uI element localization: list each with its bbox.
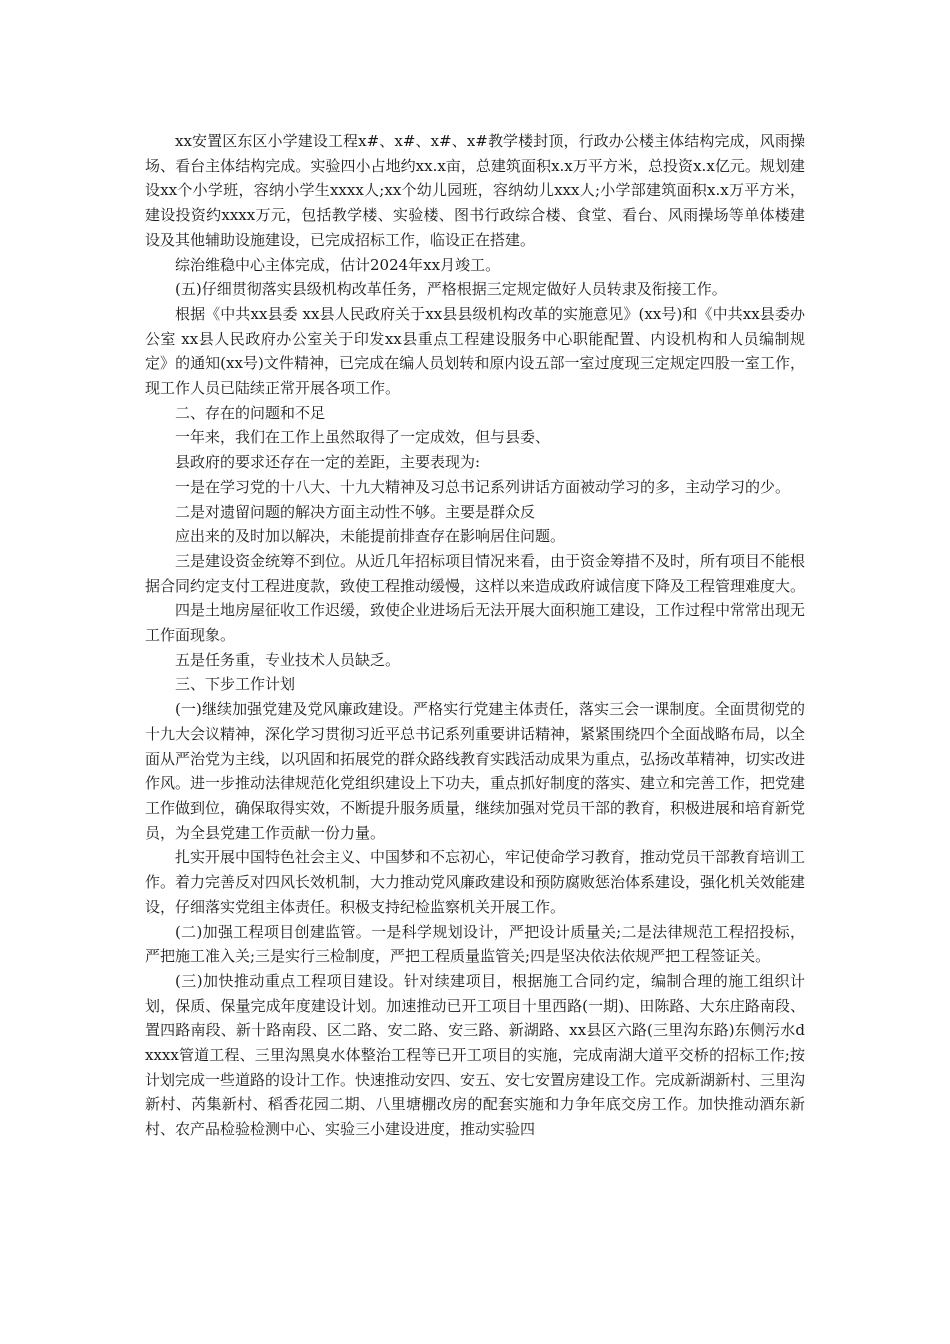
paragraph: (五)仔细贯彻落实县级机构改革任务，严格根据三定规定做好人员转隶及衔接工作。: [175, 280, 727, 299]
paragraph: 一年来，我们在工作上虽然取得了一定成效，但与县委、: [175, 428, 551, 447]
paragraph: 五是任务重，专业技术人员缺乏。: [175, 650, 401, 669]
paragraph: 三是建设资金统筹不到位。从近几年招标项目情况来看，由于资金筹措不及时，所有项目不能根据合同约定支付工程进度款，致使工程推动缓慢，这样以来造成政府诚信度下降及工程管理难度大。: [145, 551, 806, 595]
paragraph: 扎实开展中国特色社会主义、中国梦和不忘初心，牢记使命学习教育，推动党员干部教育培训工作。着力完善反对四风长效机制，大力推动党风廉政建设和预防腐败惩治体系建设，强化机关效能建设，仔细落实党组主体责任。积极支持纪检监察机关开展工作。: [145, 848, 806, 916]
section-heading: 二、存在的问题和不足: [175, 403, 326, 422]
paragraph: (三)加快推动重点工程项目建设。针对续建项目，根据施工合同约定，编制合理的施工组织计划，保质、保量完成年度建设计划。加速推动已开工项目十里西路(一期)、田陈路、大东庄路南段、置四路南段、新十路南段、区二路、安二路、安三路、新湖路、xx县区六路(三里沟东路)东侧污水dxxxx管道工程、三里沟黑臭水体整治工程等已开工项目的实施，完成南湖大道平交桥的招标工作;按计划完成一些道路的设计工作。快速推动安四、安五、安七安置房建设工作。完成新湖新村、三里沟新村、芮集新村、稻香花园二期、八里塘棚改房的配套实施和力争年底交房工作。加快推动酒东新村、农产品检验检测中心、实验三小建设进度，推动实验四: [145, 971, 806, 1139]
paragraph: 应出来的及时加以解决，未能提前排查存在影响居住问题。: [175, 527, 566, 546]
document-body: [145, 129, 805, 1142]
paragraph: 综治维稳中心主体完成，估计2024年xx月竣工。: [175, 255, 501, 274]
paragraph: (二)加强工程项目创建监管。一是科学规划设计，严把设计质量关;二是法律规范工程招投标，严把施工准入关;三是实行三检制度，严把工程质量监管关;四是坚决依法依规严把工程签证关。: [145, 922, 805, 966]
paragraph: 二是对遗留问题的解决方面主动性不够。主要是群众反: [175, 502, 536, 521]
paragraph: xx安置区东区小学建设工程x#、x#、x#、x#教学楼封顶，行政办公楼主体结构完成，风雨操场、看台主体结构完成。实验四小占地约xx.x亩，总建筑面积x.x万平方米，总投资x.x亿元。规划建设xx个小学班，容纳小学生xxxx人;xx个幼儿园班，容纳幼儿xxx人;小学部建筑面积x.x万平方米，建设投资约xxxx万元，包括教学楼、实验楼、图书行政综合楼、食堂、看台、风雨操场等单体楼建设及其他辅助设施建设，已完成招标工作，临设正在搭建。: [145, 132, 805, 249]
section-heading: 三、下步工作计划: [175, 675, 296, 694]
paragraph: 根据《中共xx县委 xx县人民政府关于xx县县级机构改革的实施意见》(xx号)和《中共xx县委办公室 xx县人民政府办公室关于印发xx县重点工程建设服务中心职能配置、内设机构和人员编制规定》的通知(xx号)文件精神，已完成在编人员划转和原内设五部一室过度现三定规定四股一室工作，现工作人员已陆续正常开展各项工作。: [145, 304, 805, 398]
paragraph: 县政府的要求还存在一定的差距，主要表现为:: [175, 453, 481, 472]
paragraph: 一是在学习党的十八大、十九大精神及习总书记系列讲话方面被动学习的多，主动学习的少。: [175, 477, 791, 496]
paragraph: (一)继续加强党建及党风廉政建设。严格实行党建主体责任，落实三会一课制度。全面贯彻党的十九大会议精神，深化学习贯彻习近平总书记系列重要讲话精神，紧紧围绕四个全面战略布局，以全面从严治党为主线，以巩固和拓展党的群众路线教育实践活动成果为重点，弘扬改革精神，切实改进作风。进一步推动法律规范化党组织建设上下功夫，重点抓好制度的落实、建立和完善工作，把党建工作做到位，确保取得实效，不断提升服务质量，继续加强对党员干部的教育，积极进展和培育新党员，为全县党建工作贡献一份力量。: [145, 700, 806, 842]
paragraph: 四是土地房屋征收工作迟缓，致使企业进场后无法开展大面积施工建设，工作过程中常常出现无工作面现象。: [145, 601, 806, 645]
